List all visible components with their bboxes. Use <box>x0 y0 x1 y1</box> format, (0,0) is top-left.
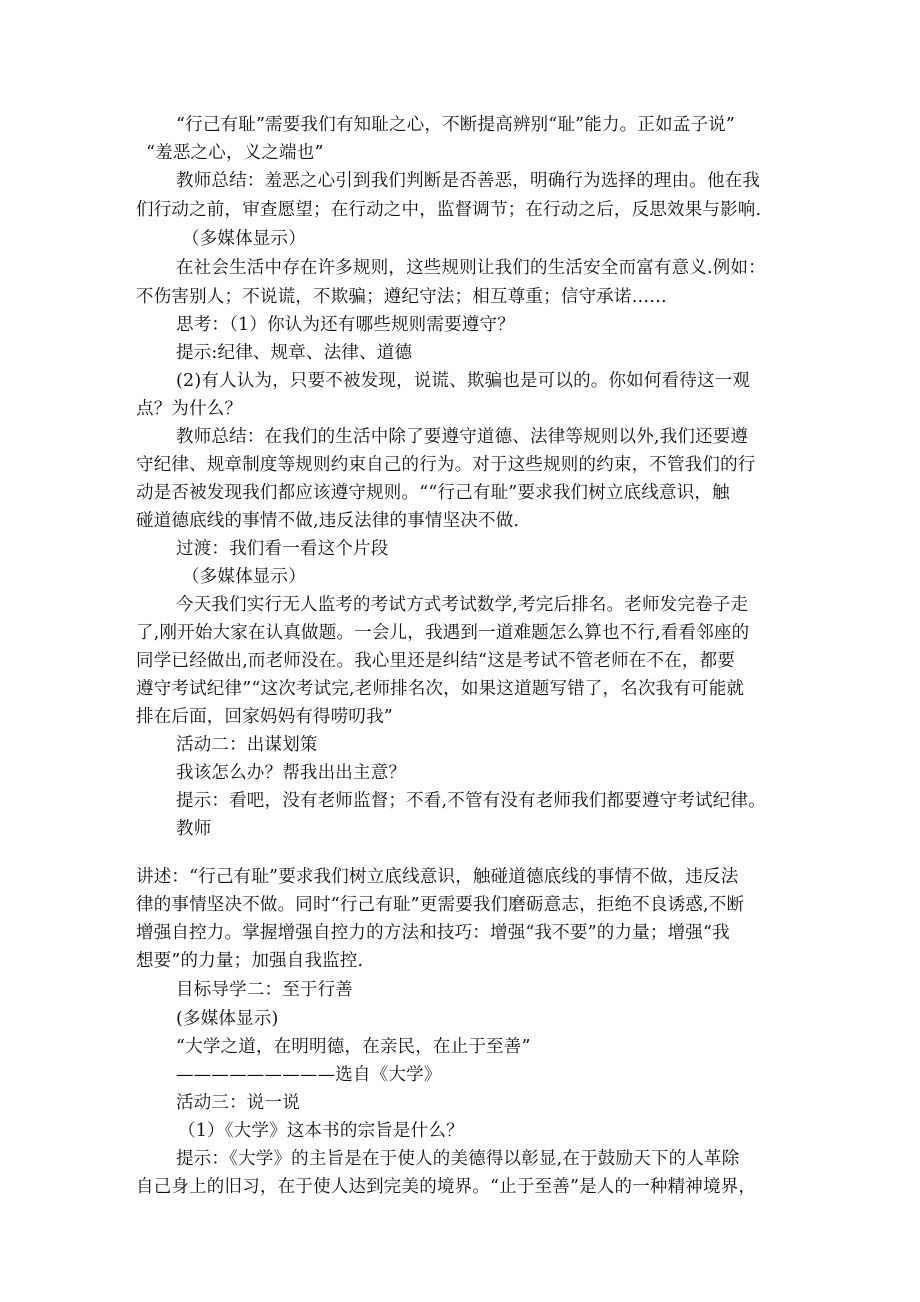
text-line: (2)有人认为，只要不被发现，说谎、欺骗也是可以的。你如何看待这一观 <box>176 371 751 391</box>
text-line: 自己身上的旧习，在于使人达到完美的境界。“止于至善”是人的一种精神境界， <box>136 1177 757 1197</box>
text-line: —————————选自《大学》 <box>176 1065 442 1085</box>
text-line: 在社会生活中存在许多规则，这些规则让我们的生活安全而富有意义.例如： <box>176 258 766 278</box>
text-line: 遵守考试纪律”“这次考试完,老师排名次，如果这道题写错了，名次我有可能就 <box>136 679 745 699</box>
text-line: 提示：看吧，没有老师监督；不看,不管有没有老师我们都要遵守考试纪律。 <box>176 791 766 811</box>
text-line: 增强自控力。掌握增强自控力的方法和技巧：增强“我不要”的力量；增强“我 <box>136 923 730 943</box>
text-line: “大学之道，在明明德，在亲民，在止于至善” <box>176 1037 531 1057</box>
text-line: (多媒体显示) <box>176 1009 279 1029</box>
text-line: 活动二：出谋划策 <box>176 735 318 755</box>
text-line: 讲述：“行己有耻”要求我们树立底线意识，触碰道德底线的事情不做，违反法 <box>136 867 739 887</box>
text-line: 了,刚开始大家在认真做题。一会儿，我遇到一道难题怎么算也不行,看看邻座的 <box>136 623 750 643</box>
text-line: “羞恶之心，义之端也” <box>146 143 324 163</box>
text-line: 守纪律、规章制度等规则约束自己的行为。对于这些规则的约束，不管我们的行 <box>136 455 756 475</box>
text-line: 提示：《大学》的主旨是在于使人的美德得以彰显,在于鼓励天下的人革除 <box>176 1149 740 1169</box>
text-line: 教师 <box>176 819 212 839</box>
text-line: 碰道德底线的事情不做,违反法律的事情坚决不做. <box>136 511 520 531</box>
text-line: 教师总结：羞恶之心引到我们判断是否善恶，明确行为选择的理由。他在我 <box>176 171 761 191</box>
text-line: 排在后面，回家妈妈有得唠叨我” <box>136 707 393 727</box>
text-line: 我该怎么办？帮我出出主意？ <box>176 763 407 783</box>
text-line: 同学已经做出,而老师没在。我心里还是纠结“这是考试不管老师在不在，都要 <box>136 651 736 671</box>
text-line: “行己有耻”需要我们有知耻之心，不断提高辨别“耻”能力。正如孟子说” <box>176 115 736 135</box>
text-line: 活动三：说一说 <box>176 1093 300 1113</box>
text-line: 点？为什么？ <box>136 399 243 419</box>
text-line: 想要”的力量；加强自我监控. <box>136 951 364 971</box>
text-line: （多媒体显示） <box>182 567 306 587</box>
text-line: 提示:纪律、规章、法律、道德 <box>176 343 413 363</box>
text-line: （多媒体显示） <box>182 229 306 249</box>
text-line: 不伤害别人；不说谎，不欺骗；遵纪守法；相互尊重；信守承诺…… <box>136 287 667 307</box>
text-line: 过渡：我们看一看这个片段 <box>176 539 389 559</box>
text-line: （1）《大学》这本书的宗旨是什么？ <box>178 1121 464 1141</box>
text-line: 律的事情坚决不做。同时“行己有耻”更需要我们磨砺意志，拒绝不良诱惑,不断 <box>136 895 745 915</box>
text-line: 教师总结：在我们的生活中除了要遵守道德、法律等规则以外,我们还要遵 <box>176 427 749 447</box>
text-line: 们行动之前，审查愿望；在行动之中，监督调节；在行动之后，反思效果与影响. <box>136 200 762 220</box>
text-line: 今天我们实行无人监考的考试方式考试数学,考完后排名。老师发完卷子走 <box>176 595 749 615</box>
text-line: 思考：（1）你认为还有哪些规则需要遵守？ <box>176 315 515 335</box>
text-line: 目标导学二：至于行善 <box>176 980 353 1000</box>
text-line: 动是否被发现我们都应该遵守规则。““行己有耻”要求我们树立底线意识，触 <box>136 483 730 503</box>
